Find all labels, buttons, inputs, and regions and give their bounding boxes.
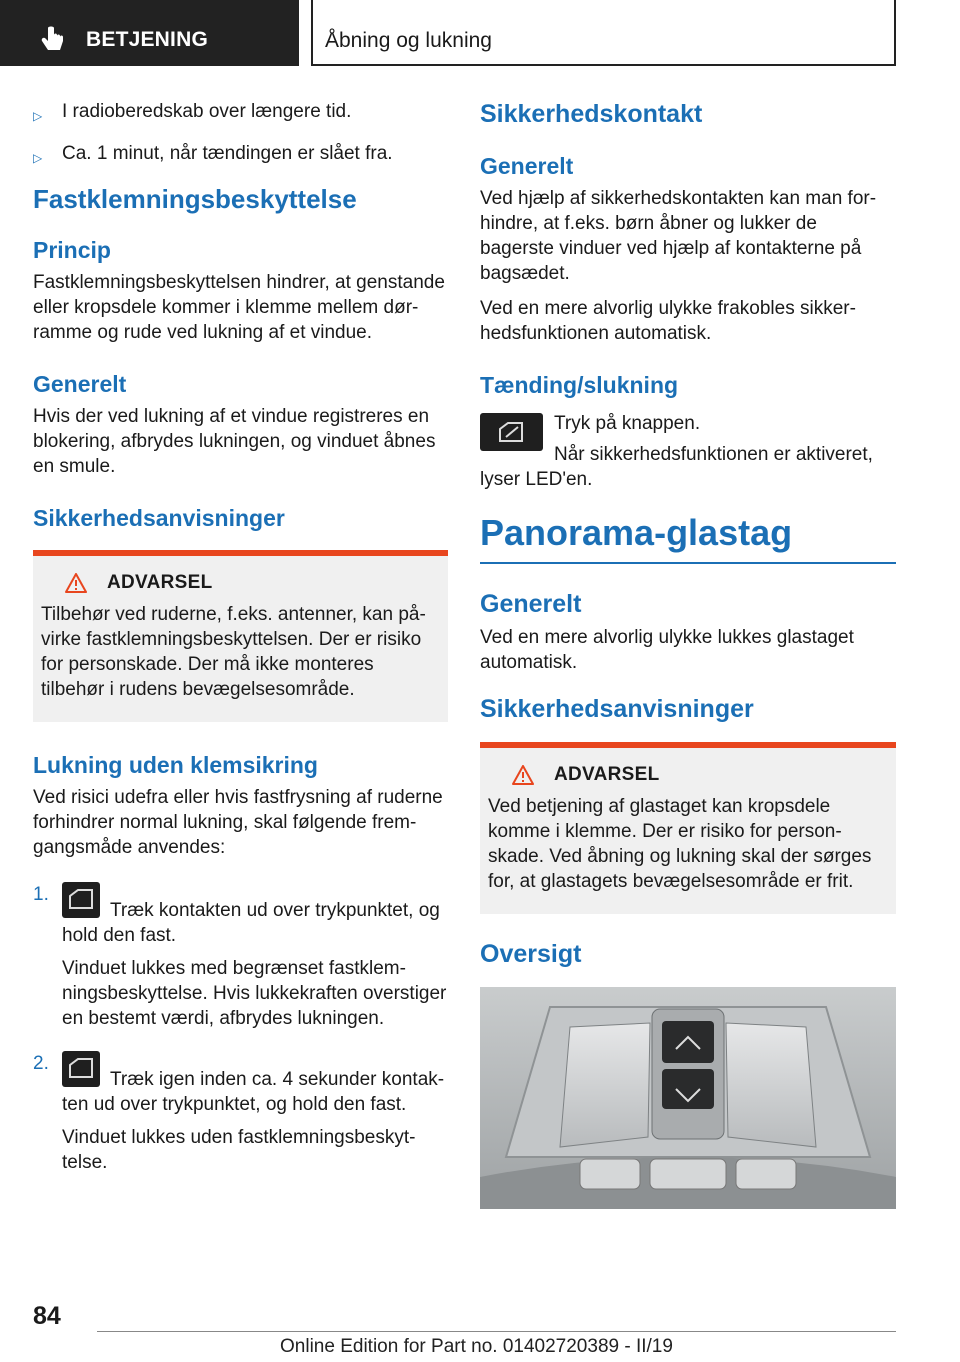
step-item — [33, 882, 448, 1041]
step-subtext: Vinduet lukkes med begrænset fastklem-ningsbeskyttelse. Hvis lukkekraften overstiger en bestemt værdi, afbrydes lukningen. — [62, 958, 447, 1029]
heading-princip: Princip — [33, 237, 111, 263]
safety-switch-icon — [480, 413, 543, 451]
heading-sikkerhedsanvisninger: Sikkerhedsanvisninger — [480, 695, 754, 723]
paragraph-princip: Fastklemningsbeskyttelsen hindrer, at genstande eller kropsdele kommer i klemme mellem dør-ramme og rude ved lukning af et vindue. — [33, 272, 445, 343]
window-switch-icon — [62, 882, 100, 918]
taending-step-1: Tryk på knappen. — [554, 413, 701, 434]
heading-fastklemning: Fastklemningsbeskyttelse — [33, 184, 357, 214]
heading-oversigt: Oversigt — [480, 940, 582, 968]
triangle-bullet-icon: ▷ — [33, 109, 43, 123]
paragraph-kontakt-1: Ved hjælp af sikkerhedskontakten kan man for-hindre, at f.eks. børn åbner og lukker de bagerste vinduer ved hjælp af kontakterne på bagsædet. — [480, 188, 877, 284]
warning-text: Ved betjening af glastaget kan kropsdele komme i klemme. Der er risiko for person-skade. Ved åbning og lukning skal der sørges for, at glastagets bevægelsesområde er frit. — [488, 796, 872, 892]
warning-title: ADVARSEL — [554, 764, 660, 785]
right-column — [480, 100, 896, 1209]
bullet-text: Ca. 1 minut, når tændingen er slået fra. — [62, 143, 393, 164]
heading-sikkerhedskontakt: Sikkerhedskontakt — [480, 100, 703, 128]
overhead-console-photo — [480, 987, 896, 1209]
warning-box — [480, 742, 896, 914]
heading-sikkerhedsanvisninger: Sikkerhedsanvisninger — [33, 505, 285, 531]
paragraph-generelt: Hvis der ved lukning af et vindue registreres en blokering, afbrydes lukningen, og vinduet åbnes en smule. — [33, 406, 436, 477]
heading-generelt: Generelt — [480, 153, 574, 179]
heading-taending-slukning: Tænding/slukning — [480, 372, 679, 398]
step-number: 2. — [33, 1053, 49, 1074]
heading-generelt: Generelt — [33, 371, 127, 397]
heading-lukning-uden-klemsikring: Lukning uden klemsikring — [33, 752, 318, 778]
left-column — [33, 100, 448, 1185]
step-number: 1. — [33, 884, 49, 905]
header-page-title: Åbning og lukning — [325, 29, 492, 52]
paragraph-kontakt-2: Ved en mere alvorlig ulykke frakobles sikker-hedsfunktionen automatisk. — [480, 298, 856, 344]
hand-pointer-icon — [38, 26, 68, 54]
bullet-item — [33, 100, 448, 128]
step-text: Træk kontakten ud over trykpunktet, og hold den fast. — [62, 900, 440, 946]
paragraph-lukning: Ved risici udefra eller hvis fastfrysning af ruderne forhindrer normal lukning, skal følgende frem-gangsmåde anvendes: — [33, 787, 443, 858]
bullet-item — [33, 142, 448, 170]
step-text: Træk igen inden ca. 4 sekunder kontak-ten ud over trykpunktet, og hold den fast. — [62, 1069, 445, 1115]
heading-generelt-glastag: Generelt — [480, 590, 582, 618]
bullet-text: I radioberedskab over længere tid. — [62, 101, 352, 122]
warning-triangle-icon — [512, 765, 534, 785]
paragraph-glastag: Ved en mere alvorlig ulykke lukkes glastaget automatisk. — [480, 627, 854, 673]
taending-step-2: Når sikkerhedsfunktionen er aktiveret, lyser LED'en. — [480, 444, 873, 490]
warning-text: Tilbehør ved ruderne, f.eks. antenner, kan på-virke fastklemningsbeskyttelsen. Der er risiko for personskade. Der må ikke monteres tilbehør i rudens bevægelsesområde. — [41, 604, 426, 700]
triangle-bullet-icon: ▷ — [33, 151, 43, 165]
step-subtext: Vinduet lukkes uden fastklemningsbeskyt-telse. — [62, 1127, 416, 1173]
heading-panorama-glastag: Panorama-glastag — [480, 512, 896, 564]
warning-triangle-icon — [65, 573, 87, 593]
warning-title: ADVARSEL — [107, 572, 213, 593]
step-item — [33, 1051, 448, 1185]
warning-box — [33, 550, 448, 722]
page-number: 84 — [33, 1302, 61, 1330]
header-section-label: BETJENING — [86, 28, 208, 51]
footer-edition: Online Edition for Part no. 01402720389 - II/19 — [280, 1336, 673, 1357]
window-switch-icon — [62, 1051, 100, 1087]
safety-switch-block — [480, 411, 896, 492]
footer-divider — [97, 1331, 896, 1332]
